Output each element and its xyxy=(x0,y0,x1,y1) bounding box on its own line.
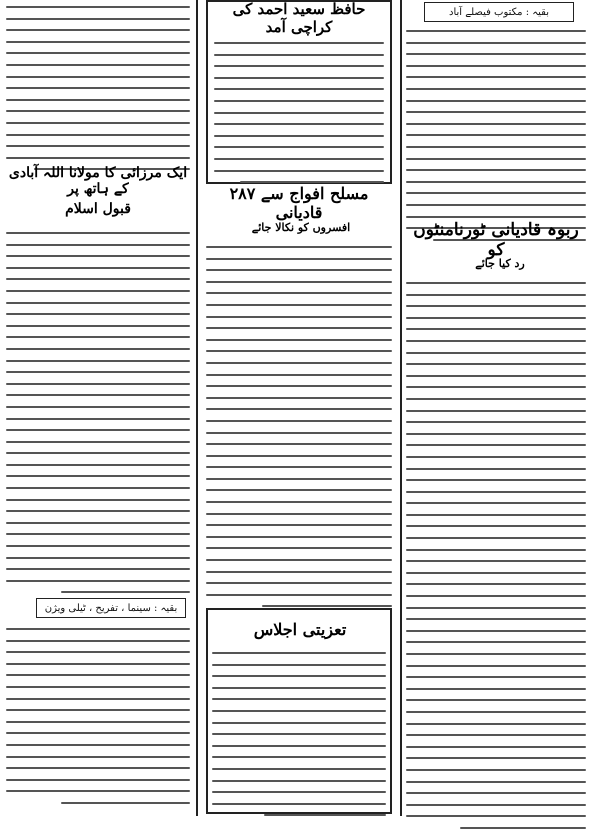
article-body-mirzai xyxy=(6,232,190,603)
article-body-top-left xyxy=(6,6,190,180)
column-rule-right xyxy=(400,0,402,816)
article-body-rabwa xyxy=(406,282,586,839)
article-body-tanziyati xyxy=(212,652,386,826)
headline-mirzai: ایک مرزائی کا مولانا اللہ آبادی کے ہاتھ پر xyxy=(8,165,188,197)
continued-tag-faisalabad: بقیہ : مکتوب فیصلے آباد xyxy=(424,2,574,22)
article-body-karachi xyxy=(214,42,384,193)
continued-tag-cinema: بقیہ : سینما ، تفریح ، ٹیلی ویژن xyxy=(36,598,186,618)
subhead-rabwa: رد کیا جائے xyxy=(475,256,525,270)
article-body-cinema xyxy=(6,628,190,814)
headline-tanziyati: تعزیتی اجلاس xyxy=(253,619,347,639)
headline-armed-forces: مسلح افواج سے ۲۸۷ قادیانی xyxy=(229,184,369,222)
subhead-mirzai: قبول اسلام xyxy=(65,201,131,217)
article-body-faisalabad xyxy=(406,30,586,250)
subhead-armed-forces: افسروں کو نکالا جائے xyxy=(251,220,351,234)
column-rule-left xyxy=(196,0,198,816)
headline-rabwa: ربوہ قادیانی ٹورنامنٹوں کو xyxy=(413,219,579,260)
headline-karachi: حافظ سعید احمد کی کراچی آمد xyxy=(232,0,366,36)
article-body-armed-forces xyxy=(206,246,392,617)
